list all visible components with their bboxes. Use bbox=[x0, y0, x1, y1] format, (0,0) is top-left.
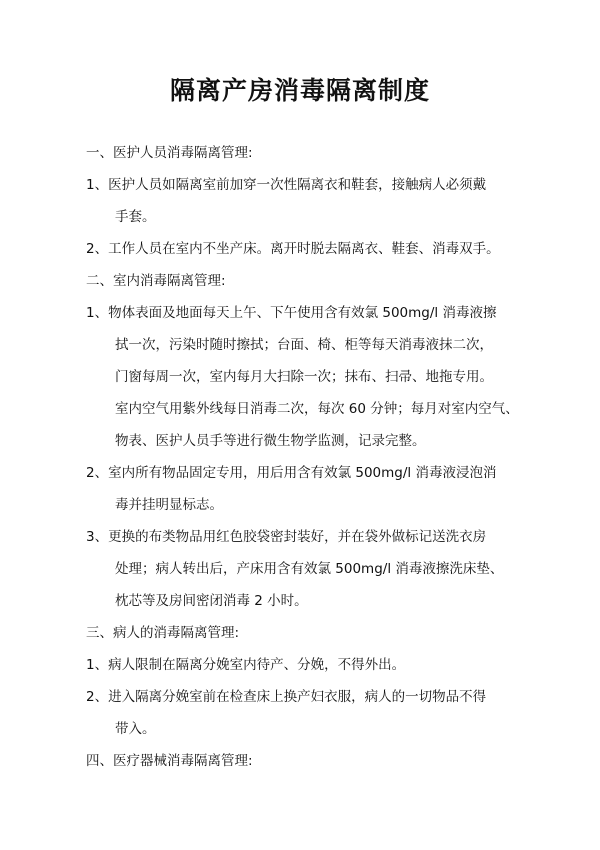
list-item-line: 1、医护人员如隔离室前加穿一次性隔离衣和鞋套，接触病人必须戴 bbox=[86, 177, 487, 193]
continuation-line: 带入。 bbox=[115, 721, 156, 737]
continuation-line: 门窗每周一次，室内每月大扫除一次；抹布、扫帚、地拖专用。 bbox=[115, 369, 493, 385]
document-title: 隔离产房消毒隔离制度 bbox=[169, 76, 430, 105]
continuation-line: 物表、医护人员手等进行微生物学监测，记录完整。 bbox=[115, 433, 426, 449]
continuation-line: 室内空气用紫外线每日消毒二次，每次 60 分钟；每月对室内空气、 bbox=[115, 401, 519, 417]
list-item-line: 1、物体表面及地面每天上午、下午使用含有效氯 500mg/l 消毒液擦 bbox=[86, 305, 497, 321]
list-item-line: 2、室内所有物品固定专用，用后用含有效氯 500mg/l 消毒液浸泡消 bbox=[86, 465, 497, 481]
continuation-line: 处理；病人转出后，产床用含有效氯 500mg/l 消毒液擦洗床垫、 bbox=[115, 561, 504, 577]
section-heading: 二、室内消毒隔离管理: bbox=[86, 273, 226, 289]
continuation-line: 拭一次，污染时随时擦拭；台面、椅、柜等每天消毒液抹二次， bbox=[115, 337, 493, 353]
list-item-line: 1、病人限制在隔离分娩室内待产、分娩，不得外出。 bbox=[86, 657, 406, 673]
section-heading: 三、病人的消毒隔离管理: bbox=[86, 625, 240, 641]
continuation-line: 枕芯等及房间密闭消毒 2 小时。 bbox=[115, 593, 308, 609]
list-item-line: 3、更换的布类物品用红色胶袋密封装好，并在袋外做标记送洗衣房 bbox=[86, 529, 487, 545]
section-heading: 四、医疗器械消毒隔离管理: bbox=[86, 753, 253, 769]
document-body bbox=[86, 137, 526, 777]
continuation-line: 毒并挂明显标志。 bbox=[115, 497, 223, 513]
continuation-line: 手套。 bbox=[115, 209, 156, 225]
list-item-line: 2、工作人员在室内不坐产床。离开时脱去隔离衣、鞋套、消毒双手。 bbox=[86, 241, 500, 257]
section-heading: 一、医护人员消毒隔离管理: bbox=[86, 145, 253, 161]
list-item-line: 2、进入隔离分娩室前在检查床上换产妇衣服，病人的一切物品不得 bbox=[86, 689, 487, 705]
